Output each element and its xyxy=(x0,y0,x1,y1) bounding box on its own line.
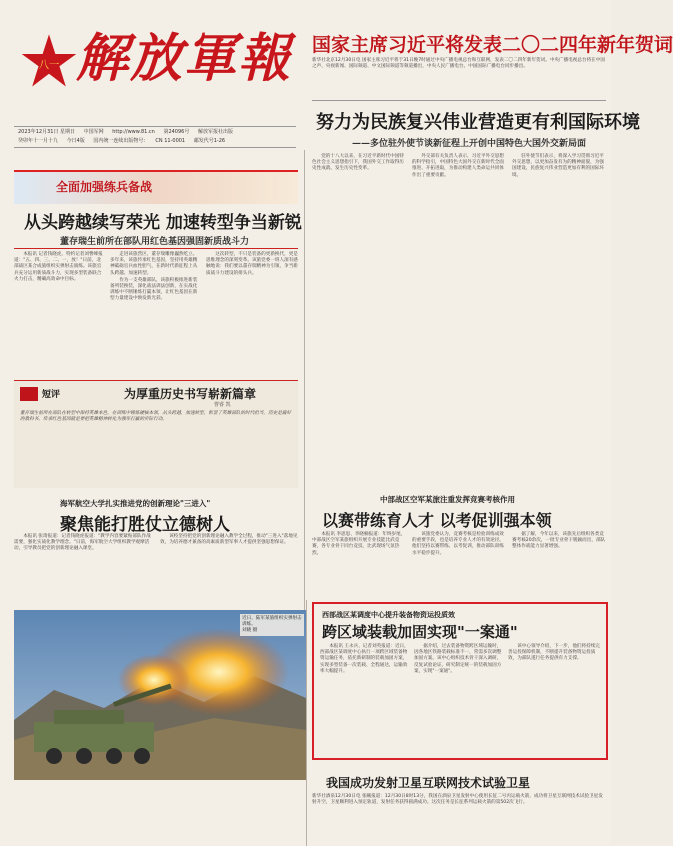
svg-text:八一: 八一 xyxy=(38,58,60,71)
cn-label: 国内统一连续出版物号： xyxy=(93,138,149,144)
commentary-text: 董存瑞生前所在部队在转型中保持英雄本色，在训练中锤炼硬核本领，从头跨越、加速转型，彰显了英雄部队的时代担当。历史是最好的教科书，传承红色基因就是要把英雄精神转化为强军打赢的实际行动。 xyxy=(20,411,292,423)
mid-right-kicker: 中部战区空军某旅注重发挥竞赛考核作用 xyxy=(380,495,515,504)
mid-right-col3: 据了解，今年以来，该旅先后组织各类竞赛考核20余次，一批专业骨干脱颖而出，部队整体作战能力显著增强。 xyxy=(512,532,606,550)
masthead-title: 解放軍報 xyxy=(76,28,293,89)
top-story-text: 新华社北京12月30日电 国家主席习近平将于31日晚7时通过中央广播电视总台和互联网，发表二〇二四年新年贺词。中央广播电视总台将在中国之声、央视新闻、国际频道、中文国际频道等频道播出，中央人民广播电台、中国国际广播电台同步播出。 xyxy=(312,58,605,70)
mid-right-col1: 本报讯 李思思、李晓楠报道：年终岁尾，中部战区空军某旅组织开展专业技能比武竞赛，各专业骨干同台竞技，比武现场气氛热烈。 xyxy=(312,532,406,556)
main-story-col3: 这次转型，不只是装备的更新换代，更是思维理念的深刻变革。该旅党委一班人深有感触地说：我们要以董存瑞精神为引领，争当新质战斗力建设的排头兵。 xyxy=(206,252,298,276)
left-headline[interactable]: 聚焦能打胜仗立德树人 xyxy=(60,515,230,535)
photo-caption: 近日，陆军某旅组织实弹射击训练。 刘晓 摄 xyxy=(240,614,304,636)
main-story-col2: 走进该旅营区，董存瑞雕像巍然屹立。多年来，该旅传承红色基因，坚持用英雄精神砥砺官兵血性胆气，在新时代新征程上从头跨越、加速转型。 作为一支英雄部队，该旅积极推进新装备列装换装，深化战法训法创新，在实战化训练中不断锤炼打赢本领，让红色基因在新型力量建设中焕发新光彩。 xyxy=(110,252,198,302)
left-story-col1: 本报讯 张琦报道：记者钱晓虎报道："教学内容要紧贴部队作战需要，强化实战化教学理念。"日前，海军航空大学组织教学观摩活动，引导教员把党的创新理论融入课堂。 xyxy=(14,534,151,552)
mid-right-col2: 该旅党委认为，竞赛考核是检验训练成效的重要手段，也是培养专业人才的有效途径。他们坚持以赛带练、以考促训，推动部队训练水平稳步提升。 xyxy=(412,532,504,556)
second-story-col3: 驻外使节们表示，将深入学习贯彻习近平外交思想，以更加奋发有为的精神面貌，为强国建设、民族复兴伟业营造更加有利的国际环境。 xyxy=(512,154,604,178)
issue-number: 第24096号 xyxy=(163,129,190,135)
red-star-icon xyxy=(20,32,78,90)
redbox-kicker: 西部战区某调度中心提升装备物资运投质效 xyxy=(322,611,455,619)
cn-number: CN 11-0001 xyxy=(155,138,186,144)
masthead-info-bar xyxy=(14,126,296,148)
highlighted-story-box xyxy=(312,602,608,760)
main-subheadline: 董存瑞生前所在部队用红色基因强固新质战斗力 xyxy=(60,237,250,247)
left-kicker: 海军航空大学扎实推进党的创新理论"三进入" xyxy=(60,499,211,508)
left-story-col2: 该校坚持把党的创新理论融入教学全过程，推动"三进入"落地见效，为培养德才兼备的高素质新型军事人才提供坚强思想保证。 xyxy=(160,534,298,546)
bottom-story xyxy=(312,770,608,846)
second-story-col1: 党的十八大以来，在习近平新时代中国特色社会主义思想指引下，我国外交工作取得历史性成就、发生历史性变革。 xyxy=(312,154,404,172)
masthead xyxy=(14,8,294,120)
column-label: 全面加强练兵备战 xyxy=(56,180,153,194)
page-count: 今日4版 xyxy=(66,138,85,144)
second-headline[interactable]: 努力为民族复兴伟业营造更有利国际环境 xyxy=(316,112,640,133)
second-subheadline: ——多位驻外使节谈新征程上开创中国特色大国外交新局面 xyxy=(352,139,587,149)
mid-right-headline[interactable]: 以赛带练育人才 以考促训强本领 xyxy=(322,511,552,530)
second-story-col2: 外交部有关负责人表示，习近平外交思想的科学指引，中国特色大国外交在新时代全面推进、开拓进取，为推动构建人类命运共同体作出了重要贡献。 xyxy=(412,154,504,178)
redbox-col3: 该中心领导介绍，下一步，他们将持续完善运投保障机制，不断提升装备物资运投质效，为部队遂行任务提供有力支撑。 xyxy=(508,644,600,662)
issue-date: 2023年12月31日 星期日 xyxy=(18,129,76,135)
bottom-headline[interactable]: 我国成功发射卫星互联网技术试验卫星 xyxy=(326,776,531,790)
main-headline[interactable]: 从头跨越续写荣光 加速转型争当新锐 xyxy=(24,213,302,233)
history-headline[interactable]: 为厚重历史书写崭新篇章 xyxy=(124,387,257,401)
redbox-headline[interactable]: 跨区域装载加固实现"一案通" xyxy=(322,623,518,641)
commentary-box xyxy=(14,380,298,488)
redbox-col1: 本报讯 王永兵、记者刘英报道：近日，西部战区某调度中心执行一项跨区域装备物资运输任务，依托新研制的装载加固方案，实现多型装备一次装载、全程通达，运输效率大幅提升。 xyxy=(320,644,409,674)
postal-code: 邮发代号1-26 xyxy=(193,138,226,144)
column-banner xyxy=(14,170,298,204)
bottom-story-text: 新华社酒泉12月30日电 张曦报道：12月30日8时13分，我国在酒泉卫星发射中心使用长征二号丙运载火箭，成功将卫星互联网技术试验卫星发射升空，卫星顺利进入预定轨道，发射任务获得圆满成功。这次任务是长征系列运载火箭的第502次飞行。 xyxy=(312,794,603,806)
commentary-label: 短评 xyxy=(42,390,61,400)
publisher: 解放军报社出版 xyxy=(197,129,233,135)
photo-credit: 刘晓 摄 xyxy=(242,628,258,633)
redbox-col2: 据介绍，过去装备物资跨区域运输时，因各地区铁路装载标准不一，常需多次调整加固方案。该中心组织技术骨干深入调研，反复试验论证，研究制定统一的装载加固方案，实现"一案通"。 xyxy=(414,644,502,674)
website-link[interactable]: http://www.81.cn xyxy=(112,129,155,135)
top-headline[interactable]: 国家主席习近平将发表二〇二四年新年贺词 xyxy=(312,34,673,56)
lunar-date: 癸卯年十一月十九 xyxy=(18,138,59,144)
website-label: 中国军网 xyxy=(83,129,104,135)
history-byline: 曹睿 凯 xyxy=(214,402,231,408)
main-story-col1: 本报讯 记者钱晓虎、特约记者刘曹峰报道："五、四、三、二、一，放！"日前，北部战区某合成旅组织实弹射击演练。该旅官兵充分运用新质战斗力，实现多型装备联合火力打击，精确高效命中目标。 xyxy=(14,252,103,282)
commentary-icon xyxy=(20,387,38,401)
